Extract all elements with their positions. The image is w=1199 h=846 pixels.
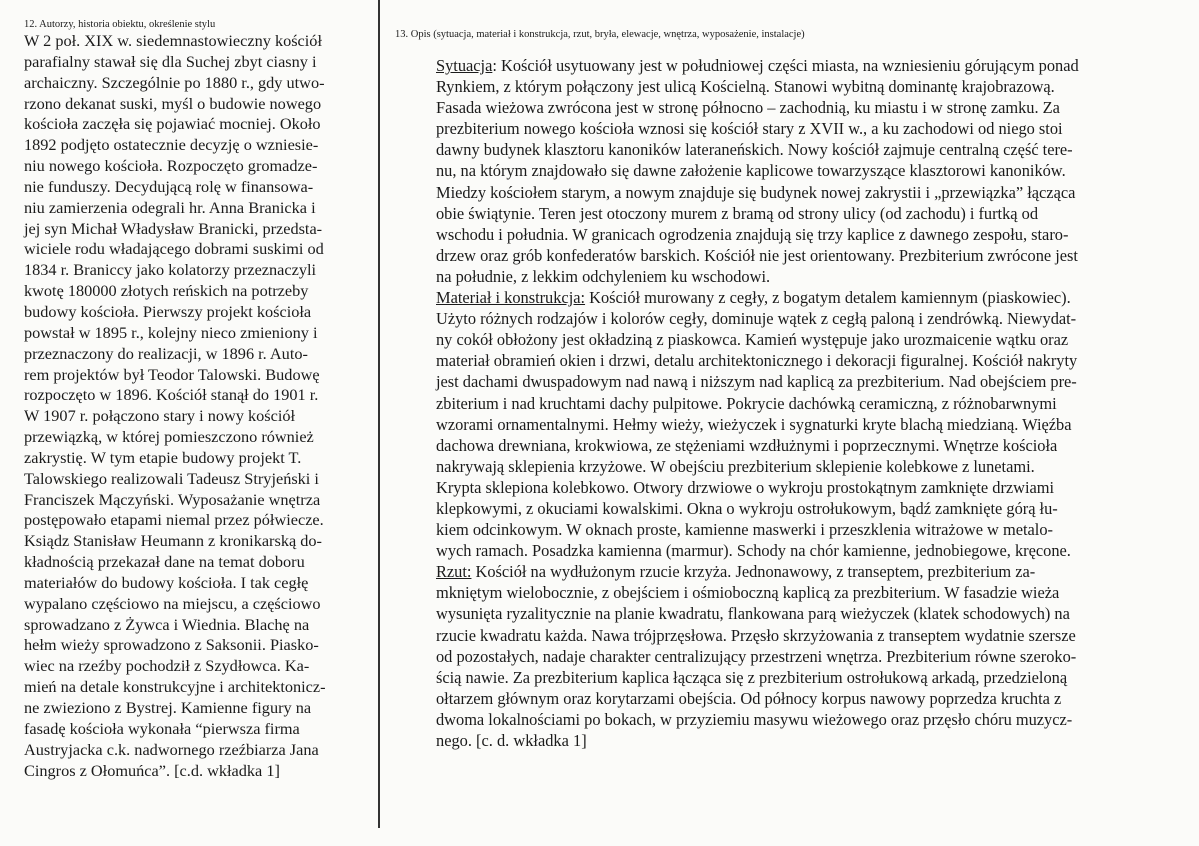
text-line: Franciszek Mączyński. Wyposażanie wnętrza [24, 489, 321, 509]
text-line: Austryjacka c.k. nadwornego rzeźbiarza Jana [24, 739, 319, 759]
text-line [436, 245, 1177, 266]
text-line: przeznaczony do realizacji, w 1896 r. Auto- [24, 343, 308, 363]
text-line: Cingros z Ołomuńca”. [c.d. wkładka 1] [24, 760, 280, 780]
text-line [436, 688, 1177, 709]
line-text: jest dachami dwuspadowym nad nawą i niższym nad kaplicą za prezbiterium. Nad obejściem pre- [436, 372, 1077, 392]
text-line [436, 435, 1177, 456]
line-text: wzorami ornamentalnymi. Hełmy wieży, wieżyczek i sygnaturki kryte blachą miedzianą. Więźba [436, 414, 1072, 434]
text-line [436, 519, 1177, 540]
text-line [436, 414, 1177, 435]
text-line: ne zwieziono z Bystrej. Kamienne figury na [24, 698, 312, 717]
line-text: dawny budynek klasztoru kanoników lateraneńskich. Nowy kościół zajmuje centralną część tere- [436, 140, 1073, 160]
left-section-header: 12. Autorzy, historia obiektu, określenie stylu [24, 19, 216, 30]
text-line [436, 76, 1177, 97]
column-divider [378, 0, 380, 828]
text-line [436, 477, 1177, 498]
line-text: : Kościół usytuowany jest w południowej części miasta, na wzniesieniu górującym ponad [492, 56, 1079, 75]
text-line [436, 139, 1177, 160]
section-heading: Sytuacja [436, 56, 493, 75]
text-line: W 1907 r. połączono stary i nowy kościół [24, 406, 296, 426]
line-text: nakrywają sklepienia krzyżowe. W obejściu prezbiterium sklepienie kolebkowe z lunetami. [436, 456, 1035, 476]
line-text: wschodu i południa. W granicach ogrodzenia znajdują się trzy kaplice z dawnego zespołu, staro- [436, 224, 1069, 244]
text-line: rzono dekanat suski, myśl o budowie nowego [24, 93, 322, 113]
line-text: Fasada wieżowa zwrócona jest w stronę północno – zachodnią, ku miastu i w stronę zamku. Za [436, 98, 1060, 118]
line-text: wych ramach. Posadzka kamienna (marmur). Schody na chór kamienne, jednobiegowe, kręcone. [436, 541, 1071, 561]
text-line: parafialny stawał się dla Suchej zbyt ciasny i [24, 51, 317, 71]
line-text: obie świątynie. Teren jest otoczony murem z bramą od strony ulicy (od zachodu) i furtką od [436, 203, 1039, 223]
left-column-text [24, 31, 369, 781]
text-line [436, 182, 1177, 203]
text-line [436, 582, 1177, 603]
text-line [436, 561, 1177, 582]
text-line [436, 498, 1177, 519]
text-line [436, 625, 1177, 646]
line-text: drzew oraz grób konfederatów barskich. Kościół nie jest orientowany. Prezbiterium zwrócone jest [436, 245, 1078, 265]
text-line [436, 266, 1177, 287]
line-text: Kościół na wydłużonym rzucie krzyża. Jednonawowy, z transeptem, prezbiterium za- [471, 562, 1036, 582]
text-line: niu zamierzenia odegrali hr. Anna Branicka i [24, 197, 316, 217]
text-line [436, 203, 1177, 224]
text-line: nie funduszy. Decydującą rolę w finansowa- [24, 176, 314, 196]
right-column [395, 28, 1177, 751]
text-line: Talowskiego realizowali Tadeusz Stryjeński i [24, 468, 319, 488]
text-line [436, 55, 1177, 76]
line-text: mkniętym wielobocznie, z obejściem i ośmioboczną kaplicą za prezbiterium. W fasadzie wieża [436, 583, 1060, 603]
text-line [436, 371, 1177, 392]
text-line [436, 287, 1177, 308]
text-line: zakrystię. W tym etapie budowy projekt T. [24, 447, 302, 467]
section-heading: Rzut: [436, 562, 472, 582]
line-text: dwoma lokalnościami po bokach, w przyziemiu masywu wieżowego oraz przęsło chóru muzycz- [436, 709, 1073, 729]
text-line: materiałów do budowy kościoła. I tak cegłę [24, 572, 309, 592]
text-line: archaiczny. Szczególnie po 1880 r., gdy utwo- [24, 72, 325, 92]
line-text: Krypta sklepiona kolebkowo. Otwory drzwiowe o wykroju prostokątnym zamknięte drzwiami [436, 477, 1055, 497]
text-line: hełm wieży sprowadzono z Saksonii. Piasko- [24, 635, 319, 655]
text-line: 1892 podjęto ostatecznie decyzję o wzniesie- [24, 135, 319, 155]
text-line [436, 97, 1177, 118]
line-text: kiem odcinkowym. W oknach proste, kamienne maswerki i przeszklenia witrażowe w metalo- [436, 520, 1053, 540]
text-line: wiciele rodu władającego dobrami suskimi od [24, 239, 324, 259]
line-text: Rynkiem, z którym połączony jest ulicą Kościelną. Stanowi wybitną dominantę krajobrazową. [436, 77, 1055, 97]
line-text: na południe, z lekkim odchyleniem ku wschodowi. [436, 266, 771, 286]
line-text: ołtarzem głównym oraz korytarzami obejścia. Od północy korpus nawowy poprzedza kruchta z [436, 688, 1062, 708]
line-text: dachowa drewniana, krokwiowa, ze stężeniami wzdłużnymi i poprzecznymi. Wnętrze kościoła [436, 435, 1058, 455]
text-line [436, 350, 1177, 371]
text-line [436, 709, 1177, 730]
text-line [436, 329, 1177, 350]
line-text: Użyto różnych rodzajów i kolorów cegły, dominuje wątek z cegłą paloną i zendrówką. Niewydat- [436, 309, 1077, 329]
text-line [436, 160, 1177, 181]
text-line: jej syn Michał Władysław Branicki, przedsta- [24, 218, 323, 238]
text-line: powstał w 1895 r., kolejny nieco zmieniony i [24, 322, 318, 342]
text-line: kościoła zaczęła się pojawiać mocniej. Około [24, 114, 321, 134]
line-text: zbiterium i nad kruchtami dachy pulpitowe. Pokrycie dachówką ceramiczną, z różnobarwnymi [436, 393, 1057, 413]
text-line [436, 118, 1177, 139]
text-line: wypalano częściowo na miejscu, a częściowo [24, 593, 321, 613]
section-heading: Materiał i konstrukcja: [436, 288, 586, 308]
line-text: Miedzy kościołem starym, a nowym znajduje się budynek nowej zakrystii i „przewiązka” łącząca [436, 182, 1076, 202]
text-line: niu nowego kościoła. Rozpoczęto gromadze- [24, 156, 318, 176]
text-line: kładnością przekazał dane na temat doboru [24, 552, 305, 572]
text-line: rozpoczęto w 1896. Kościół stanął do 1901 r. [24, 385, 319, 405]
text-line: sprowadzano z Żywca i Wiednia. Blachę na [24, 614, 310, 634]
left-column [24, 18, 369, 781]
right-section-header: 13. Opis (sytuacja, materiał i konstrukcja, rzut, bryła, elewacje, wnętrza, wyposażenie, instalacje) [395, 29, 805, 40]
text-line [436, 603, 1177, 624]
line-text: Kościół murowany z cegły, z bogatym detalem kamiennym (piaskowiec). [585, 288, 1071, 308]
text-line [436, 224, 1177, 245]
text-line: 1834 r. Braniccy jako kolatorzy przeznaczyli [24, 260, 317, 280]
text-line: fasadę kościoła wykonała “pierwsza firma [24, 718, 300, 738]
text-line: wiec na rzeźby pochodził z Szydłowca. Ka- [24, 656, 310, 676]
line-text: klepkowymi, z okuciami kowalskimi. Okna o wykroju ostrołukowym, bądź zamknięte górą łu- [436, 498, 1058, 518]
right-column-text [436, 55, 1177, 751]
text-line [436, 393, 1177, 414]
line-text: materiał obramień okien i drzwi, detalu architektonicznego i dekoracji figuralnej. Kościół nakryty [436, 351, 1078, 371]
line-text: rzucie kwadratu każda. Nawa trójprzęsłowa. Przęsło skrzyżowania z transeptem wydatnie szersze [436, 625, 1076, 645]
line-text: nego. [c. d. wkładka 1] [436, 731, 587, 750]
text-line: budowy kościoła. Pierwszy projekt kościoła [24, 301, 312, 321]
text-line [436, 646, 1177, 667]
text-line [436, 667, 1177, 688]
text-line: W 2 poł. XIX w. siedemnastowieczny kościół [24, 31, 322, 50]
line-text: wysunięta ryzalitycznie na planie kwadratu, flankowana parą wieżyczek (klatek schodowych) na [436, 604, 1070, 624]
text-line: postępowało etapami niemal przez półwiecze. [24, 510, 324, 530]
text-line [436, 308, 1177, 329]
text-line: kwotę 180000 złotych reńskich na potrzeby [24, 281, 309, 301]
line-text: prezbiterium nowego kościoła wznosi się kościół stary z XVII w., a ku zachodowi od niego stoi [436, 119, 1063, 139]
line-text: ny cokół obłożony jest okładziną z piaskowca. Kamień występuje jako urozmaicenie wątku oraz [436, 330, 1069, 350]
line-text: od pozostałych, nadaje charakter centralizujący przestrzeni wnętrza. Prezbiterium równe szeroko- [436, 646, 1077, 666]
text-line: rem projektów był Teodor Talowski. Budowę [24, 364, 320, 384]
line-text: nu, na którym znajdowało się dawne założenie kaplicowe towarzyszące klasztorowi kanoników. [436, 161, 1066, 181]
text-line: przewiązką, w której pomieszczono również [24, 427, 314, 447]
text-line: mień na detale konstrukcyjne i architektonicz- [24, 677, 326, 697]
text-line: Ksiądz Stanisław Heumann z kronikarską do- [24, 531, 322, 551]
text-line [436, 540, 1177, 561]
text-line [436, 456, 1177, 477]
text-line [436, 730, 1177, 751]
line-text: ścią nawie. Za prezbiterium kaplica łącząca się z prezbiterium ostrołukową arkadą, przedzieloną [436, 667, 1068, 687]
